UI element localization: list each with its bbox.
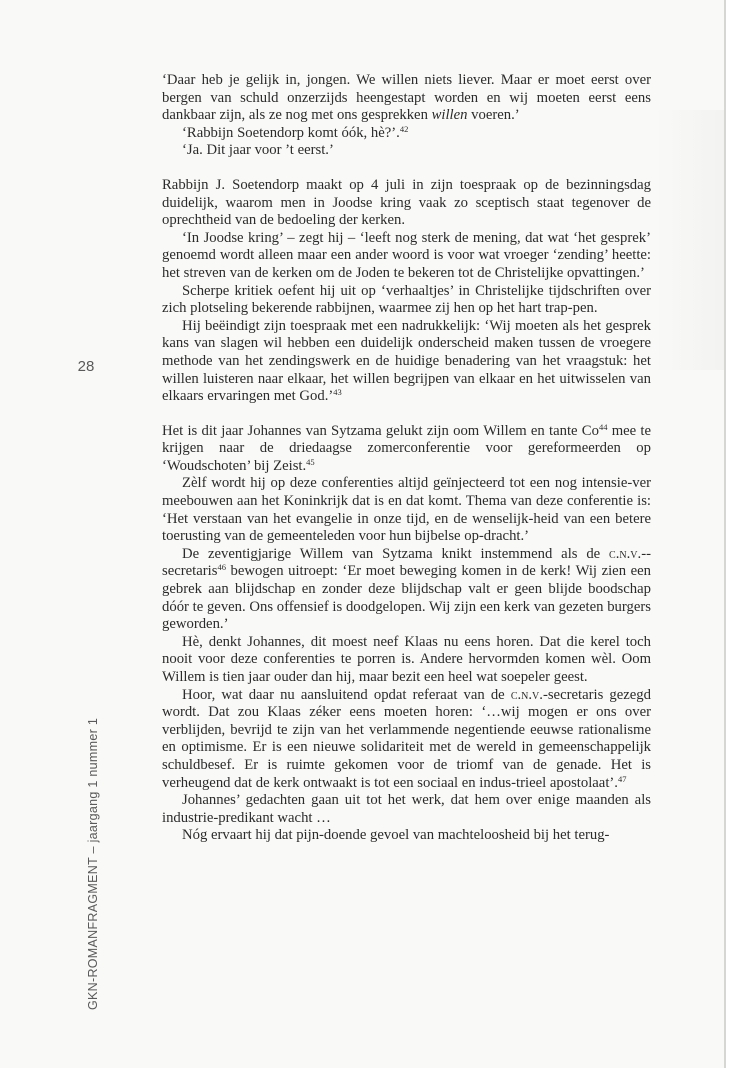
text-run: voeren.’ xyxy=(467,107,520,124)
text-run: ‘Rabbijn Soetendorp komt óók, hè?’. xyxy=(182,124,400,141)
paragraph xyxy=(162,634,651,687)
footnote-ref: 47 xyxy=(617,773,627,784)
paragraph xyxy=(162,177,651,230)
paragraph xyxy=(162,827,651,845)
footnote-ref: 42 xyxy=(399,123,409,134)
text-run: De zeventigjarige Willem van Sytzama knikt instemmend als de xyxy=(182,545,610,562)
footnote-ref: 43 xyxy=(333,387,342,398)
footnote-ref: 46 xyxy=(217,562,226,573)
footnote-ref: 45 xyxy=(306,456,315,467)
paragraph xyxy=(162,687,651,793)
text-run: Hoor, wat daar nu aansluitend opdat referaat van de xyxy=(182,686,511,703)
show-through-shadow xyxy=(655,110,725,370)
paragraph xyxy=(162,423,651,476)
running-head: GKN-ROMANFRAGMENT – jaargang 1 nummer 1 xyxy=(86,717,100,1010)
paragraph xyxy=(162,125,651,143)
text-run: bewogen uitroept: ‘Er moet beweging komen in de kerk! Wij zien een gebrek aan blijdschap en zonder deze blijdschap valt er geen blijde boodschap dóór te geven. Ons offensief is doodgelopen. Wij zijn een kerk van gezeten burgers geworden.’ xyxy=(162,563,651,633)
text-run: ‘Ja. Dit jaar voor ’t eerst.’ xyxy=(182,142,334,159)
page-edge xyxy=(724,0,726,1068)
emphasis: willen xyxy=(431,107,468,124)
paragraph xyxy=(162,142,651,160)
text-run: Hij beëindigt zijn toespraak met een nadrukkelijk: ‘Wij moeten als het gesprek kans van slagen wil hebben een duidelijk onderscheid maken tussen de vroegere methode van het zendingswerk en de huidige benadering van het vraagstuk: het willen luisteren naar elkaar, het willen begrijpen van elkaar en het uitwisselen van elkaars ervaringen met God.’ xyxy=(162,317,651,405)
paragraph xyxy=(162,283,651,318)
paragraph xyxy=(162,475,651,545)
paragraph xyxy=(162,318,651,406)
text-run: -secretaris gezegd wordt. Dat zou Klaas zéker eens moeten horen: ‘…wij mogen er ons over verblijden, bevrijd te zijn van het verlammende negentiende eeuwse rationalisme en optimisme. Er is een nieuwe solidariteit met de wereld in gemeenschappelijk schuldbesef. Er is ruimte gekomen voor de triomf van de genade. Het is verheugend dat de kerk ontwaakt is tot een sociaal en indus-trieel apostolaat’. xyxy=(162,686,651,791)
abbreviation: c.n.v. xyxy=(609,545,642,562)
paragraph xyxy=(162,546,651,634)
text-run: -secretaris xyxy=(162,545,651,580)
text-run: mee te krijgen naar de driedaagse zomerconferentie voor gereformeerden op ‘Woudschoten’ bij Zeist. xyxy=(162,422,652,474)
paragraph xyxy=(162,72,651,125)
text-run: Rabbijn J. Soetendorp maakt op 4 juli in zijn toespraak op de bezinningsdag duidelijk, waarom men in Joodse kring vaak zo sceptisch staat tegenover de oprechtheid van de bedoeling der kerken. xyxy=(162,176,651,229)
paragraph xyxy=(162,230,651,283)
footnote-ref: 44 xyxy=(598,421,608,432)
text-run: Scherpe kritiek oefent hij uit op ‘verhaaltjes’ in Christelijke tijdschriften over zich plotseling bekerende rabbijnen, waarmee zij hen op het hart trap-pen. xyxy=(162,282,651,317)
page-number: 28 xyxy=(77,358,95,375)
text-run: Hè, denkt Johannes, dit moest neef Klaas nu eens horen. Dat die kerel toch nooit voor deze conferenties te porren is. Andere hervormden komen wèl. Oom Willem is tien jaar ouder dan hij, maar bezit een heel wat soepeler geest. xyxy=(162,633,651,685)
text-run: Het is dit jaar Johannes van Sytzama gelukt zijn oom Willem en tante Co xyxy=(162,422,599,439)
text-run: ‘In Joodse kring’ – zegt hij – ‘leeft nog sterk de mening, dat wat ‘het gesprek’ genoemd wordt alleen maar een ander woord is voor wat vroeger ‘zending’ heette: het streven van de kerken om de Joden te bekeren tot de Christelijke opvattingen.’ xyxy=(162,229,651,281)
text-run: Nóg ervaart hij dat pijn-doende gevoel van machteloosheid bij het terug- xyxy=(182,827,610,844)
text-run: Zèlf wordt hij op deze conferenties altijd geïnjecteerd tot een nog intensie-ver meebouwen aan het Koninkrijk dat is en dat komt. Thema van deze conferentie is: ‘Het verstaan van het evangelie in onze tijd, en de wenselijk-heid van een betere toerusting van de gemeenteleden voor hun bijbelse op-dracht.’ xyxy=(162,475,651,545)
body-text xyxy=(162,72,651,845)
text-run: Johannes’ gedachten gaan uit tot het werk, dat hem over enige maanden als industrie-predikant wacht … xyxy=(162,792,651,826)
abbreviation: c.n.v. xyxy=(510,686,543,703)
paragraph xyxy=(162,792,651,827)
text-run: ‘Daar heb je gelijk in, jongen. We willen niets liever. Maar er moet eerst over bergen van schuld onzerzijds heengestapt worden en wij moeten eerst eens dankbaar zijn, als ze nog met ons gesprekken xyxy=(162,72,651,124)
